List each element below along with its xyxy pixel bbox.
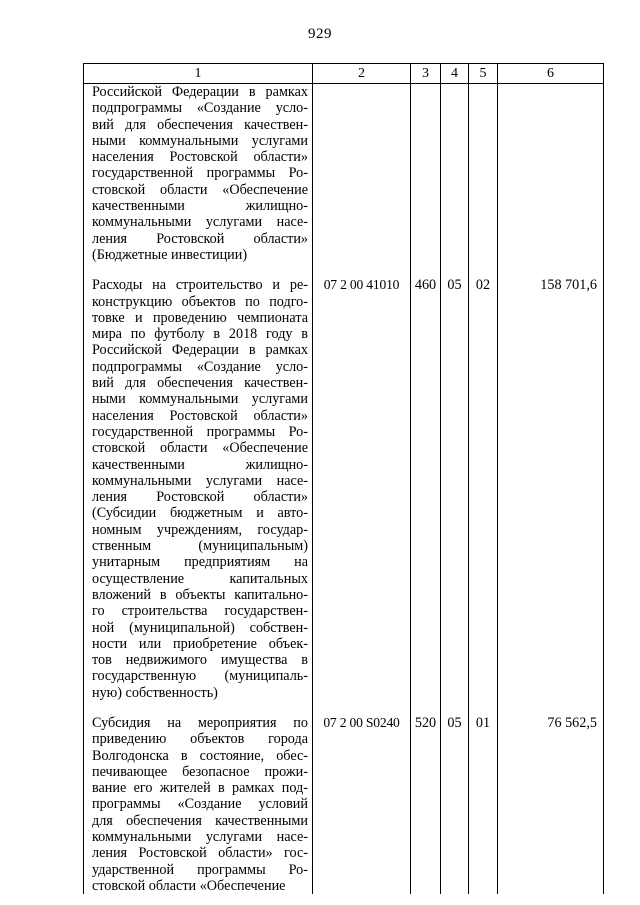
- expense-type-code: [411, 84, 441, 274]
- description-line: для обеспечения качественными: [92, 812, 308, 829]
- description-line: государственную (муниципаль-: [92, 668, 308, 685]
- subsection-code: 02: [469, 273, 498, 711]
- expense-type-code: 520: [411, 711, 441, 894]
- description-line: вий для обеспечения качествен-: [92, 375, 308, 392]
- description-line: Субсидия на мероприятия по: [92, 714, 308, 731]
- description-line: качественными жилищно-: [92, 456, 308, 473]
- amount: 158 701,6: [498, 273, 604, 711]
- description-line: вий для обеспечения качествен-: [92, 116, 308, 133]
- budget-table: [83, 63, 604, 894]
- description-line: ными коммунальными услугами: [92, 391, 308, 408]
- description-line: государственной программы Ро-: [92, 423, 308, 440]
- target-article-code: [313, 84, 411, 274]
- table-row: [84, 84, 604, 274]
- page-number: 929: [308, 26, 332, 42]
- description-line: ления Ростовской области» гос-: [92, 845, 308, 862]
- table-header: [84, 64, 604, 84]
- description-line: ударственной программы Ро-: [92, 861, 308, 878]
- description-line: го строительства государствен-: [92, 603, 308, 620]
- description-line: Волгодонска в состояние, обес-: [92, 747, 308, 764]
- subsection-code: [469, 84, 498, 274]
- header-row: [84, 64, 604, 84]
- description-line: унитарным предприятиям на: [92, 554, 308, 571]
- description-line: коммунальными услугами насе-: [92, 829, 308, 846]
- description-line: (Бюджетные инвестиции): [92, 246, 248, 263]
- description-line: программы «Создание условий: [92, 796, 308, 813]
- amount: [498, 84, 604, 274]
- target-article-code: 07 2 00 41010: [313, 273, 411, 711]
- description-line: печивающее безопасное прожи-: [92, 763, 308, 780]
- description-line: стовской области «Обеспечение: [92, 877, 286, 894]
- description-line: Российской Федерации в рамках: [92, 342, 308, 359]
- header-col-5: 5: [469, 64, 498, 84]
- description-line: коммунальными услугами насе-: [92, 214, 308, 231]
- description-line: ственным (муниципальным): [92, 538, 308, 555]
- description-line: товке и проведению чемпионата: [92, 309, 308, 326]
- header-col-6: 6: [498, 64, 604, 84]
- description-line: ную) собственность): [92, 684, 218, 701]
- description-line: вание его жителей в рамках под-: [92, 780, 308, 797]
- description-line: осуществление капитальных: [92, 570, 308, 587]
- description-line: коммунальными услугами насе-: [92, 472, 308, 489]
- table-row: [84, 711, 604, 894]
- description-line: ления Ростовской области»: [92, 489, 308, 506]
- description-line: (Субсидии бюджетным и авто-: [92, 505, 308, 522]
- subsection-code: 01: [469, 711, 498, 894]
- description-line: мира по футболу в 2018 году в: [92, 326, 308, 343]
- section-code: [441, 84, 469, 274]
- description-line: вложений в объекты капитально-: [92, 586, 308, 603]
- header-col-3: 3: [411, 64, 441, 84]
- target-article-code: 07 2 00 S0240: [313, 711, 411, 894]
- description-line: ности или приобретение объек-: [92, 635, 308, 652]
- amount: 76 562,5: [498, 711, 604, 894]
- description-line: стовской области «Обеспечение: [92, 440, 308, 457]
- description-line: ной (муниципальной) собствен-: [92, 619, 308, 636]
- description-line: населения Ростовской области»: [92, 407, 308, 424]
- row-description: [84, 711, 313, 894]
- header-col-4: 4: [441, 64, 469, 84]
- description-line: стовской области «Обеспечение: [92, 181, 308, 198]
- header-col-1: 1: [84, 64, 313, 84]
- table-row: [84, 273, 604, 711]
- expense-type-code: 460: [411, 273, 441, 711]
- row-description: [84, 273, 313, 711]
- description-line: Российской Федерации в рамках: [92, 84, 308, 100]
- description-line: подпрограммы «Создание усло-: [92, 100, 308, 117]
- row-description: [84, 84, 313, 274]
- section-code: 05: [441, 711, 469, 894]
- section-code: 05: [441, 273, 469, 711]
- description-line: подпрограммы «Создание усло-: [92, 358, 308, 375]
- description-line: номным учреждениям, государ-: [92, 521, 308, 538]
- description-line: качественными жилищно-: [92, 198, 308, 215]
- description-line: государственной программы Ро-: [92, 165, 308, 182]
- description-line: конструкцию объектов по подго-: [92, 293, 308, 310]
- description-line: тов недвижимого имущества в: [92, 652, 308, 669]
- header-col-2: 2: [313, 64, 411, 84]
- description-line: населения Ростовской области»: [92, 149, 308, 166]
- description-line: ления Ростовской области»: [92, 230, 308, 247]
- description-line: Расходы на строительство и ре-: [92, 277, 308, 294]
- description-line: приведению объектов города: [92, 731, 308, 748]
- description-line: ными коммунальными услугами: [92, 132, 308, 149]
